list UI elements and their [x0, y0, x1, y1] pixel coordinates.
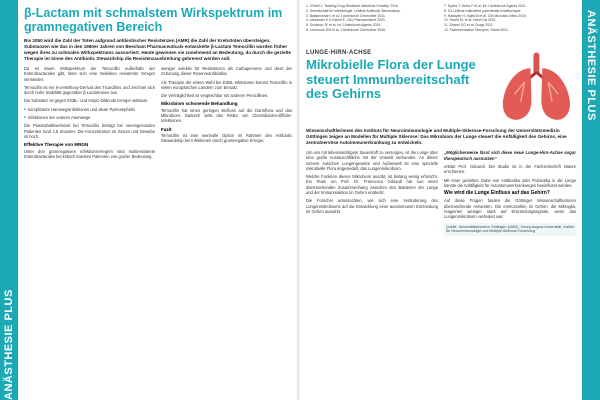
references	[306, 4, 576, 44]
paragraph: Die Substanz ist gegen ESBL- und AmpC-bildende Erreger wirksam.	[24, 98, 149, 104]
section-label-left: ANÄSTHESIE PLUS	[3, 289, 15, 400]
article-columns	[24, 66, 292, 162]
references-column-2	[444, 4, 576, 44]
paragraph: Mit einer gezielten Gabe von Antibiotika oder Probiotika in die Lunge könnte die Anfälligkeit für Autoimmunerkrankungen beeinflusst werden.	[444, 177, 576, 188]
article-title	[24, 6, 292, 34]
subheading: Mikrobiom schonende Behandlung	[161, 101, 238, 107]
column-2	[161, 66, 292, 162]
paragraph: Temocillin hat einen geringen Einfluss auf die Darmflora und das Mikrobiom. Dadurch sinkt das Risiko von Clostridioides-difficile-Infektionen.	[161, 107, 292, 124]
trachea-shape	[534, 53, 540, 75]
title-line-2: steuert Immunbereitschaft	[306, 71, 470, 87]
bullet-item: ■ komplizierte Harnwegsinfektionen und akute Pyelonephritis	[24, 107, 155, 112]
bullet-item: ■ Infektionen der unteren Atemwege	[24, 115, 155, 120]
lungs-illustration	[497, 50, 576, 124]
paragraph: Temocillin ist ein 6-α-Methoxy-Derivat des Ticarcillins und zeichnet sich durch hohe Stabilität gegenüber β-Lactamasen aus.	[24, 84, 155, 96]
paragraph: Die Forscher untersuchten, wie sich eine Veränderung des Lungenmikrobioms auf die Entwicklung einer autoimmunen Entzündung im Gehirn auswirkt.	[306, 198, 438, 214]
article-lung-brain	[306, 4, 576, 236]
right-lung-shape	[542, 68, 571, 120]
reference-item: 4. Alexander K & Kaniel E. Clin Pharmacokinet 2020.	[306, 18, 386, 23]
pull-quote: „Möglicherweise lässt sich diese neue Lunge-Hirn-Achse sogar therapeutisch ausnutzen“	[444, 150, 576, 161]
reference-item: 10. Heard KL et al. Infect Dis 2021.	[444, 18, 497, 23]
article-header	[306, 50, 576, 124]
reference-item: 2. Gesellschaft für Infektiologie. Leitlinie Antibiotic Stewardship.	[306, 8, 401, 13]
paragraph: Die Plasmahalbwertszeit bei Temocillin beträgt bei nierengesunden Patienten rund 4,5 Stunden. Die Konzentration im Serum und Gewebe ist hoch.	[24, 123, 155, 139]
paragraph: Welche Funktion dieses Mikrobiom ausübt, ist bislang wenig erforscht. Ein Team um Prof. Dr. Francesca Odoardi hat nun einen überraschenden Zusammenhang zwischen den Bakterien der Lunge und der Immunreaktion im Gehirn entdeckt.	[306, 174, 438, 196]
reference-item: 12. Fachinformation Temopen. Stand 2022.	[444, 27, 509, 32]
article-temocillin	[24, 6, 292, 162]
reference-item: 5. Soubirou JF et al. Int J Antimicrob Agents 2015.	[306, 23, 382, 28]
paragraph: Um uns mit lebenswichtigem Sauerstoff zu versorgen, ist die Lunge über eine große Austauschfläche mit der Umwelt verbunden. An dieser Grenze zwischen Lungengewebe und Außenwelt ist eine spezielle mikrobielle Flora angesiedelt, das Lungenmikrobiom.	[306, 150, 438, 171]
paragraph: Die Verträglichkeit ist vergleichbar mit anderen Penicillinen.	[161, 93, 269, 99]
reference-item: 11. Zhanel GG et al. Drugs 2021.	[444, 23, 494, 28]
paragraph: Unter den gramnegativen Infektionserregern sind multiresistente Enterobacterales bei kritisch kranken Patienten von großer Bedeutung.	[24, 148, 155, 159]
reference-item: 1. O'Neill J. Tackling Drug-Resistant Infections Globally. 2016.	[306, 4, 399, 8]
section-label-right: ANÄSTHESIE PLUS	[585, 10, 597, 121]
article-lead: Wissenschaftlerinnen des Instituts für Neuroimmunologie und Multiple-Sklerose-Forschung der Universitätsmedizin Göttingen zeigen an Modellen für Multiple Sklerose: Das Mikrobiom der Lunge steuert die Anfälligkeit des Gehirns, eine zentralnervöse Autoimmunerkrankung zu entwickeln.	[306, 128, 567, 145]
column-1	[306, 150, 438, 236]
column-2	[444, 150, 576, 236]
reference-item: 3. Balakrishnan I et al. J Antimicrob Chemother 2011.	[306, 13, 386, 18]
paragraph: weniger selektiv für Resistenzen als Carbapeneme und dient der Schonung dieser Reserveantibiotika.	[161, 66, 292, 77]
source-note: Quelle: Universitätsmedizin Göttingen (UMG), Georg-August-Universität, Institut für Neuroimmunologie und Multiple-Sklerose-Forschung	[444, 223, 576, 236]
section-band-left	[0, 0, 18, 400]
article-lead: Bis 2050 wird die Zahl der Toten aufgrund antibiotischer Resistenzen (AMR) die Zahl der Krebstoten übersteigen. Substanzen wie das in den 1980er Jahren von Beecham Pharmaceuticals entwickelte β-Lactam Temocillin wurden früher wegen ihres zu schmalen Wirkspektrums aussortiert. Heute gewinnen sie zunehmend an Bedeutung, da durch die gezielte Therapie im Sinne des Antibiotic Stewardship die Resistenzausbreitung gebremst werden soll.	[24, 38, 291, 61]
references-column-1	[306, 4, 438, 44]
reference-item: 8. S3-Leitlinie Kalkulierte parenterale Initialtherapie.	[444, 8, 522, 13]
left-lung-shape	[503, 68, 532, 120]
article-columns	[306, 150, 576, 236]
title-line-2: gramnegativen Bereich	[24, 20, 163, 34]
reference-item: 7. Dykes T. Heinz F et al. Int J Antimicrob Agents 2021.	[444, 4, 527, 8]
article-title	[306, 58, 493, 102]
paragraph: Als Therapie der ersten Wahl bei ESBL-Infektionen kommt Temocillin in vielen europäischen Ländern zum Einsatz.	[161, 79, 292, 90]
header-text	[306, 50, 493, 102]
paragraph: erklärt Prof. Odoardi. Die Studie ist in der Fachzeitschrift Nature erschienen.	[444, 164, 576, 175]
left-page	[0, 0, 298, 400]
title-line-3: des Gehirns	[306, 86, 382, 101]
reference-item: 6. Livermore DM et al. J Antimicrob Chemother 2006.	[306, 27, 386, 32]
article-kicker: LUNGE-HIRN-ACHSE	[306, 50, 372, 56]
subheading: Effektive Therapie von MRGN	[24, 142, 89, 148]
column-1	[24, 66, 155, 162]
subheading: Wie wird die Lunge Einfluss auf das Gehirn?	[444, 190, 550, 197]
title-line-1: β-Lactam mit schmalstem Wirkspektrum im	[24, 6, 283, 20]
reference-item: 9. Habayeb H, Sajed B et al. Clin Microbiol Infect 2015.	[444, 13, 527, 18]
paragraph: Temocillin ist eine wertvolle Option im Rahmen des Antibiotic Stewardship bei Infektionen durch gramnegative Erreger.	[161, 132, 292, 144]
section-band-right	[582, 0, 600, 400]
paragraph: Auf diese Fragen fanden die Göttinger Wissenschaftlerinnen überraschende Antworten. Die Immunzellen im Gehirn, die Mikroglia, reagierten weniger stark auf Entzündungssignale, wenn das Lungenmikrobiom verändert war.	[444, 198, 576, 220]
title-line-1: Mikrobielle Flora der Lunge	[306, 57, 476, 72]
subheading: Fazit	[161, 126, 172, 132]
paragraph: Da es kaum Wirkspektrum der Temocillin außerhalb der Enterobacterales gibt, lässt sich eine Selektion resistenter Erreger vermeiden.	[24, 66, 155, 82]
